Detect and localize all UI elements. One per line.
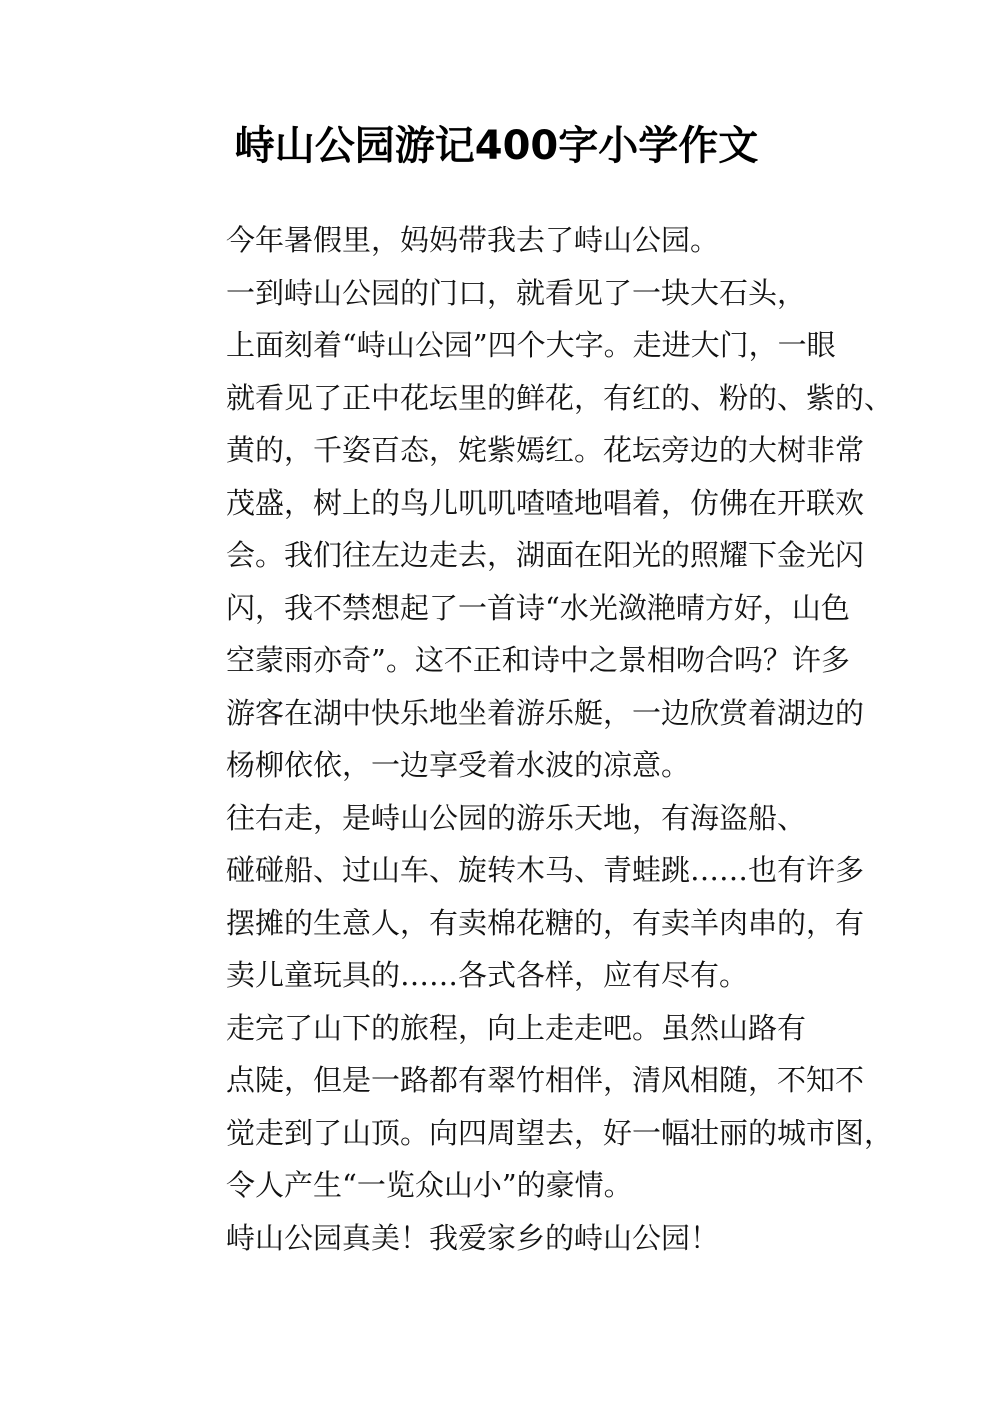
text-line: 会。我们往左边走去，湖面在阳光的照耀下金光闪 xyxy=(226,538,865,572)
text-line: 碰碰船、过山车、旋转木马、青蛙跳……也有许多 xyxy=(226,853,865,887)
text-line: 令人产生“一览众山小”的豪情。 xyxy=(226,1168,633,1202)
text-line: 卖儿童玩具的……各式各样，应有尽有。 xyxy=(226,958,749,992)
text-line: 茂盛，树上的鸟儿叽叽喳喳地唱着，仿佛在开联欢 xyxy=(226,485,865,520)
text-line: 就看见了正中花坛里的鲜花，有红的、粉的、紫的、 xyxy=(226,380,894,415)
page-title: 峙山公园游记400字小学作文 xyxy=(234,123,759,169)
text-line: 觉走到了山顶。向四周望去，好一幅壮丽的城市图， xyxy=(226,1115,894,1150)
paragraph-intro xyxy=(166,214,856,267)
paragraph-conclusion xyxy=(166,1212,856,1265)
paragraph-amusement xyxy=(166,792,865,1002)
text-line: 今年暑假里，妈妈带我去了峙山公园。 xyxy=(226,223,720,257)
text-line: 黄的，千姿百态，姹紫嫣红。花坛旁边的大树非常 xyxy=(226,433,865,467)
text-line: 往右走，是峙山公园的游乐天地，有海盗船、 xyxy=(226,800,807,835)
text-line: 杨柳依依，一边享受着水波的凉意。 xyxy=(226,748,691,782)
text-line: 上面刻着“峙山公园”四个大字。走进大门，一眼 xyxy=(226,328,836,362)
text-line: 走完了山下的旅程，向上走走吧。虽然山路有 xyxy=(226,1010,807,1045)
text-line: 空蒙雨亦奇”。这不正和诗中之景相吻合吗？许多 xyxy=(226,643,850,677)
paragraph-park-entrance xyxy=(166,267,894,792)
text-line: 一到峙山公园的门口，就看见了一块大石头， xyxy=(226,275,807,310)
text-line: 摆摊的生意人，有卖棉花糖的，有卖羊肉串的，有 xyxy=(226,905,865,940)
essay-body xyxy=(166,214,894,1264)
text-line: 峙山公园真美！我爱家乡的峙山公园！ xyxy=(226,1220,720,1255)
text-line: 点陡，但是一路都有翠竹相伴，清风相随，不知不 xyxy=(226,1063,865,1097)
text-line: 闪，我不禁想起了一首诗“水光潋滟晴方好，山色 xyxy=(226,590,850,625)
text-line: 游客在湖中快乐地坐着游乐艇，一边欣赏着湖边的 xyxy=(226,695,865,730)
paragraph-mountain xyxy=(166,1002,894,1212)
